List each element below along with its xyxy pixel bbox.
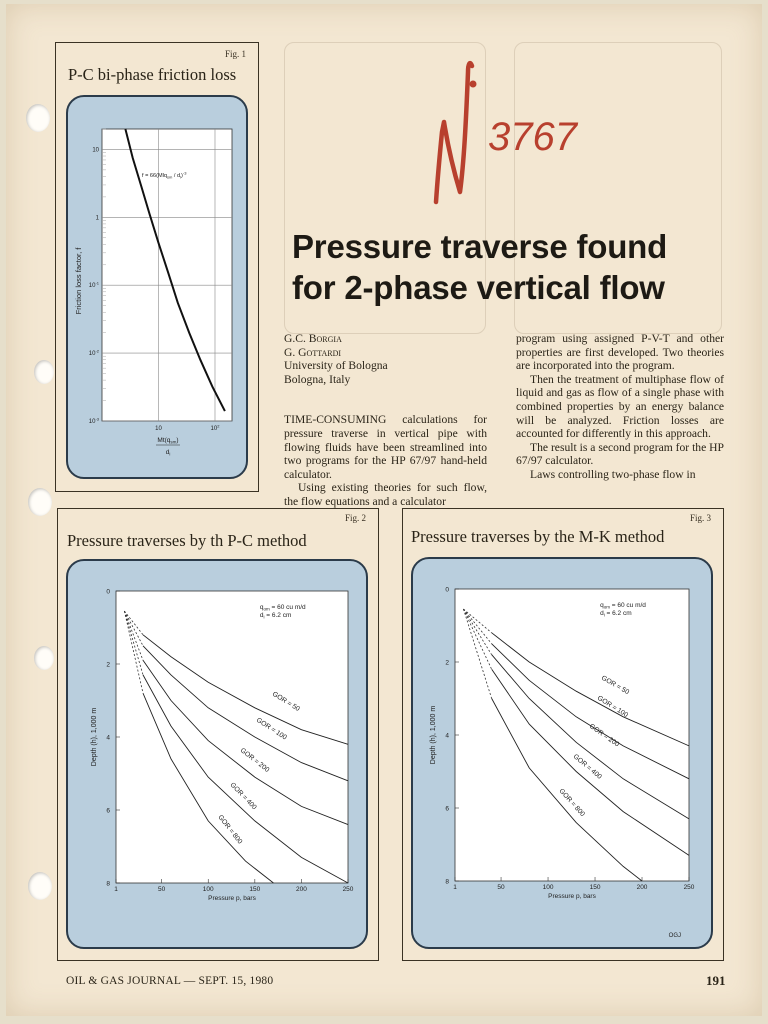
- paragraph: program using assigned P-V-T and other properties are first developed. Two theories are incorporated into the program.: [516, 332, 724, 373]
- series-label: GOR = 800: [216, 813, 244, 846]
- series-label: GOR = 50: [270, 690, 301, 714]
- chart-panel: [66, 559, 368, 949]
- binder-hole: [28, 488, 52, 516]
- x-tick-label: 250: [683, 884, 695, 891]
- journal-citation: OIL & GAS JOURNAL — SEPT. 15, 1980: [66, 975, 274, 987]
- binder-hole: [34, 646, 54, 670]
- chart-panel: [66, 95, 248, 479]
- article-headline: Pressure traverse found for 2-phase vertical flow: [292, 228, 668, 306]
- text-column-1: [284, 332, 487, 509]
- figure-title: Pressure traverses by th P-C method: [67, 531, 307, 550]
- x-tick-label: 100: [542, 884, 554, 891]
- series-label: GOR = 200: [238, 747, 271, 774]
- y-tick-label: $10^{-1}$: [88, 280, 99, 290]
- x-axis-label-denominator: $d_i$: [165, 449, 171, 457]
- series-formula: $f = 66(Mlq_{sm} / d_i)^{-3}$: [142, 170, 187, 180]
- y-tick-label: 4: [445, 732, 449, 740]
- x-tick-label: 100: [202, 886, 214, 893]
- handwritten-number: 3767: [488, 115, 577, 159]
- y-tick-label: $10^{-2}$: [88, 348, 99, 358]
- flow-rate-annotation: $q_{om} = 60$ cu m/d: [259, 604, 306, 612]
- y-tick-label: 0: [445, 586, 449, 594]
- paragraph: Using existing theories for such flow, the flow equations and a calculator: [284, 481, 487, 508]
- figure-1: [55, 42, 259, 492]
- plot-area: [116, 591, 348, 883]
- plot-area: [455, 589, 689, 881]
- series-label: GOR = 100: [595, 694, 629, 720]
- x-tick-labels: [155, 424, 220, 433]
- x-tick-label: 200: [295, 886, 307, 893]
- diameter-annotation: $d_i = 6.2$ cm: [600, 610, 632, 618]
- x-tick-label: $10^2$: [210, 423, 220, 432]
- y-tick-label: 8: [445, 878, 449, 886]
- series-label: GOR = 100: [254, 716, 288, 742]
- credit-mark: OGJ: [668, 933, 681, 939]
- y-tick-label: 10: [92, 147, 99, 154]
- y-tick-label: 2: [106, 661, 110, 669]
- x-tick-label: 150: [249, 886, 261, 893]
- pc-method-chart: [68, 561, 366, 947]
- author: G.C. Borgia: [284, 332, 342, 345]
- figure-2: [57, 508, 379, 961]
- affiliation: University of Bologna: [284, 359, 388, 373]
- y-axis-label: Depth (h), 1,000 m: [91, 707, 98, 767]
- x-tick-label: 250: [342, 886, 354, 893]
- x-axis-label: Pressure p, bars: [548, 893, 596, 900]
- y-tick-label: 0: [106, 588, 110, 596]
- paragraph: TIME-CONSUMING calculations for pressure traverse in vertical pipe with flowing fluids have been streamlined into two programs for the HP 67/97 hand-held calculator.: [284, 413, 487, 481]
- handwritten-id: [424, 52, 634, 212]
- affiliation: Bologna, Italy: [284, 372, 351, 386]
- figure-3: [402, 508, 724, 961]
- figure-number: Fig. 1: [224, 49, 246, 59]
- y-axis-label: Depth (h), 1,000 m: [430, 705, 437, 765]
- y-tick-labels: [89, 147, 100, 425]
- x-tick-label: 200: [636, 884, 648, 891]
- author: G. Gottardi: [284, 345, 342, 359]
- series-label: GOR = 200: [587, 722, 621, 749]
- paragraph: The result is a second program for the HP 67/97 calculator.: [516, 440, 724, 468]
- y-axis-label: Friction loss factor, f: [74, 247, 83, 315]
- x-tick-label: 50: [158, 886, 166, 893]
- y-tick-label: 1: [95, 215, 99, 222]
- figure-number: Fig. 2: [344, 513, 366, 523]
- y-tick-label: 4: [106, 734, 110, 742]
- series-label: GOR = 50: [600, 674, 631, 697]
- figure-title: Pressure traverses by the M-K method: [411, 527, 665, 546]
- figure-number: Fig. 3: [689, 513, 711, 523]
- series-label: GOR = 400: [228, 781, 258, 812]
- binder-hole: [26, 104, 50, 132]
- y-tick-label: 6: [445, 805, 449, 813]
- x-tick-label: 10: [155, 426, 162, 432]
- diameter-annotation: $d_i = 6.2$ cm: [259, 612, 292, 620]
- page-number: 191: [706, 973, 726, 988]
- flow-rate-annotation: $q_{om} = 60$ cu m/d: [600, 602, 646, 610]
- y-tick-label: $10^{-3}$: [88, 416, 99, 425]
- text-column-2: [516, 332, 724, 482]
- figure-title: P-C bi-phase friction loss: [68, 65, 237, 84]
- y-tick-label: 6: [106, 807, 110, 815]
- x-tick-label: 1: [453, 884, 457, 891]
- journal-page: [6, 4, 762, 1016]
- y-tick-label: 2: [445, 659, 449, 667]
- series-label: GOR = 400: [571, 753, 603, 781]
- x-tick-label: 1: [114, 886, 118, 893]
- mk-method-chart: [413, 559, 711, 947]
- paragraph: Laws controlling two-phase flow in: [530, 467, 696, 481]
- x-axis-label-numerator: $Mt(q_{sm})$: [157, 437, 179, 445]
- paragraph: Then the treatment of multiphase flow of liquid and gas as flow of a single phase with combined properties by an energy balance will be analyzed. Friction losses are accounted for differently in this approach.: [516, 372, 724, 441]
- binder-hole: [34, 360, 54, 384]
- friction-loss-chart: [68, 97, 246, 477]
- series-label: GOR = 800: [557, 787, 586, 819]
- y-tick-label: 8: [106, 880, 110, 888]
- x-tick-label: 50: [497, 884, 505, 891]
- x-axis-label: Pressure p, bars: [208, 895, 256, 902]
- binder-hole: [28, 872, 52, 900]
- handwritten-note: [424, 52, 634, 217]
- x-tick-label: 150: [589, 884, 601, 891]
- chart-panel: [411, 557, 713, 949]
